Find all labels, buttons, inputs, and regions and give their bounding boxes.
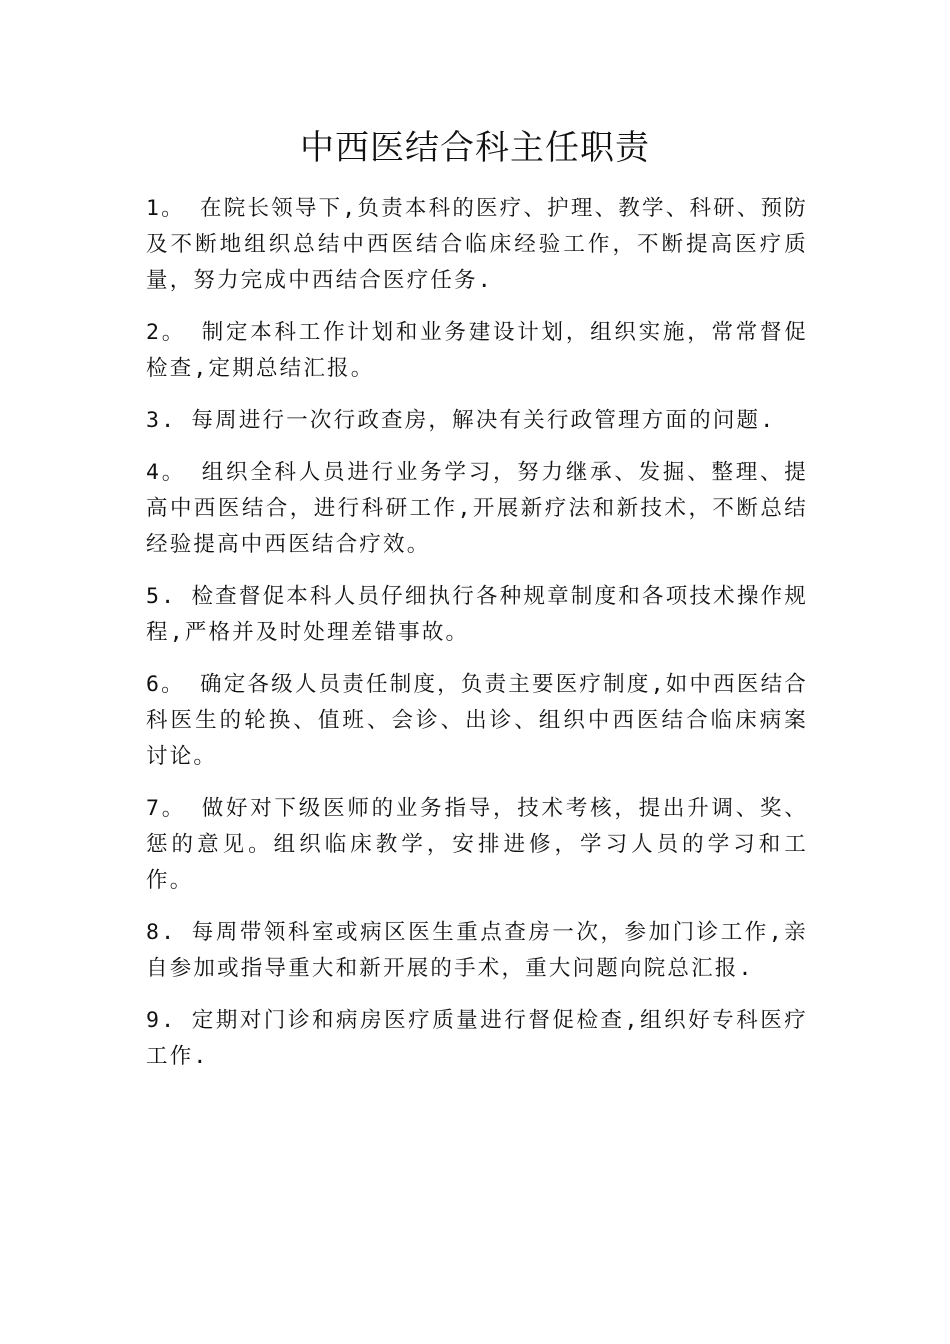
duty-item-3: 3. 每周进行一次行政查房，解决有关行政管理方面的问题.: [146, 408, 776, 433]
duty-item-9: 9. 定期对门诊和病房医疗质量进行督促检查,组织好专科医疗工作.: [146, 1008, 808, 1069]
duty-item-8: 8. 每周带领科室或病区医生重点查房一次，参加门诊工作,亲自参加或指导重大和新开展的手术，重大问题向院总汇报.: [146, 920, 808, 981]
duty-item-1: 1。 在院长领导下,负责本科的医疗、护理、教学、科研、预防及不断地组织总结中西医结合临床经验工作，不断提高医疗质量，努力完成中西结合医疗任务.: [146, 196, 808, 293]
duty-list: [146, 191, 808, 1091]
duty-item-5: 5. 检查督促本科人员仔细执行各种规章制度和各项技术操作规程,严格并及时处理差错事故。: [146, 584, 808, 645]
document-title: 中西医结合科主任职责: [300, 128, 650, 168]
duty-item-7: 7。 做好对下级医师的业务指导，技术考核，提出升调、奖、惩的意见。组织临床教学，安排进修，学习人员的学习和工作。: [146, 796, 808, 893]
duty-item-4: 4。 组织全科人员进行业务学习，努力继承、发掘、整理、提高中西医结合，进行科研工作,开展新疗法和新技术，不断总结经验提高中西医结合疗效。: [146, 460, 809, 557]
duty-item-6: 6。 确定各级人员责任制度，负责主要医疗制度,如中西医结合科医生的轮换、值班、会诊、出诊、组织中西医结合临床病案讨论。: [146, 672, 808, 769]
duty-item-2: 2。 制定本科工作计划和业务建设计划，组织实施，常常督促检查,定期总结汇报。: [146, 320, 808, 381]
